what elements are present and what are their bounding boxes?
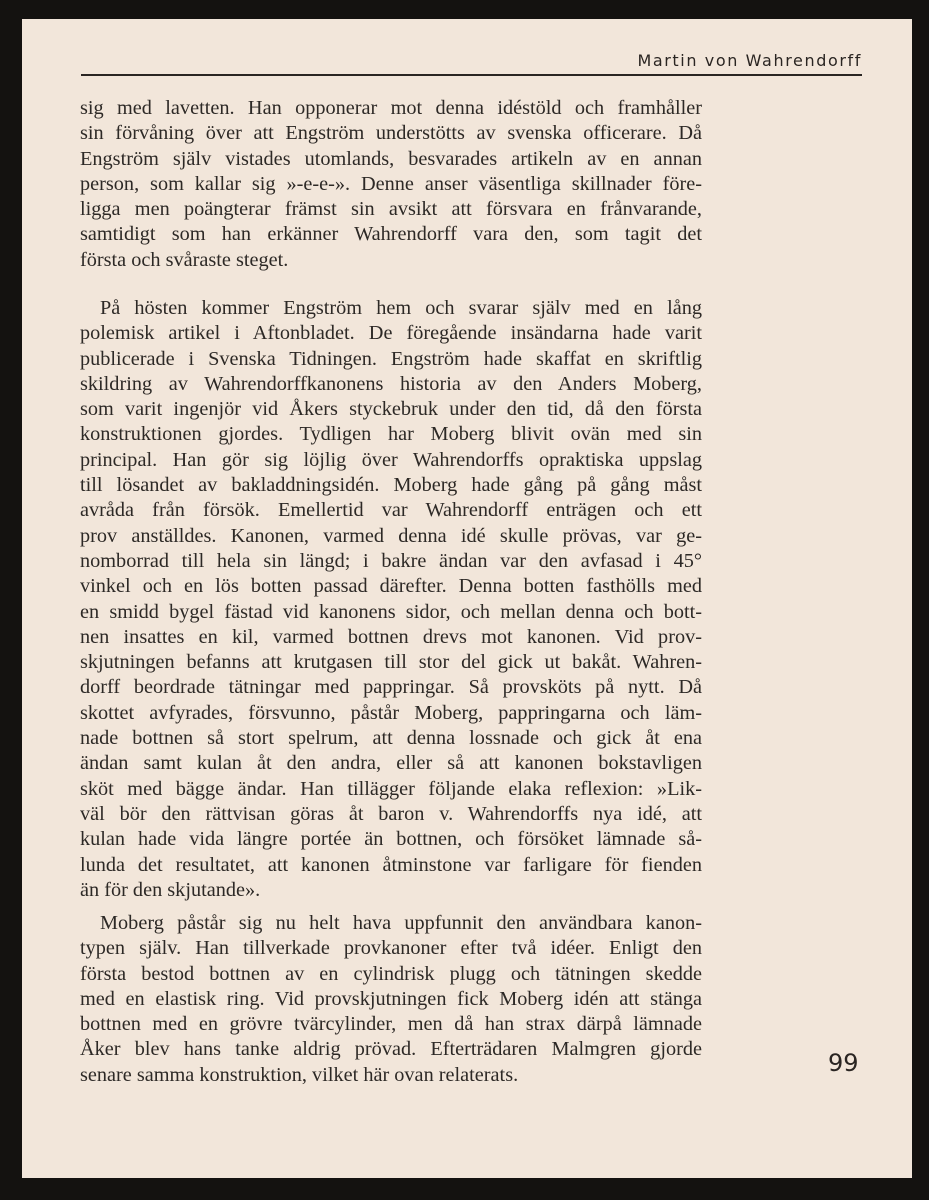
text-line: vinkel och en lös botten passad därefter. Denna botten fasthölls med	[80, 575, 702, 598]
text-line: konstruktionen gjordes. Tydligen har Moberg blivit ovän med sin	[80, 423, 702, 446]
text-line: skottet avfyrades, försvunno, påstår Moberg, pappringarna och läm-	[80, 701, 702, 724]
text-line: På hösten kommer Engström hem och svarar själv med en lång	[100, 297, 702, 319]
paragraph-3	[80, 911, 702, 1088]
text-line: till lösandet av bakladdningsidén. Moberg hade gång på gång måst	[80, 474, 702, 497]
paragraph-1	[80, 96, 702, 273]
text-line: dorff beordrade tätningar med pappringar. Så provsköts på nytt. Då	[80, 676, 702, 699]
text-line: nen insattes en kil, varmed bottnen drevs mot kanonen. Vid prov-	[80, 625, 702, 648]
running-header: Martin von Wahrendorff	[637, 51, 862, 70]
text-line: första bestod bottnen av en cylindrisk plugg och tätningen skedde	[80, 962, 702, 985]
text-line: kulan hade vida längre portée än bottnen, och försöket lämnade så-	[80, 828, 702, 851]
paragraph-2	[80, 296, 702, 903]
text-line: publicerade i Svenska Tidningen. Engström hade skaffat en skriftlig	[80, 347, 702, 370]
text-line: principal. Han gör sig löjlig över Wahrendorffs opraktiska uppslag	[80, 448, 702, 471]
text-line: sig med lavetten. Han opponerar mot denna idéstöld och framhåller	[80, 97, 702, 119]
text-line: skildring av Wahrendorffkanonens historia av den Anders Moberg,	[80, 372, 702, 395]
text-line: avråda från försök. Emellertid var Wahrendorff enträgen och ett	[80, 499, 702, 522]
text-line: Moberg påstår sig nu helt hava uppfunnit den användbara kanon-	[100, 912, 702, 934]
text-line: sin förvåning över att Engström understötts av svenska officerare. Då	[80, 122, 702, 145]
text-line: väl bör den rättvisan göras åt baron v. Wahrendorffs nya idé, att	[80, 802, 702, 825]
text-line: nomborrad till hela sin längd; i bakre ändan var den avfasad i 45°	[80, 549, 702, 572]
text-line: ligga men poängterar främst sin avsikt att försvara en frånvarande,	[80, 198, 702, 221]
text-line: skjutningen befanns att krutgasen till stor del gick ut bakåt. Wahren-	[80, 651, 702, 674]
text-line: Engström själv vistades utomlands, besvarades artikeln av en annan	[80, 147, 702, 170]
text-line: ändan samt kulan åt den andra, eller så att kanonen bokstavligen	[80, 752, 702, 775]
text-line: lunda det resultatet, att kanonen åtminstone var farligare för fienden	[80, 853, 702, 876]
text-line: sköt med bägge ändar. Han tillägger följande elaka reflexion: »Lik-	[80, 777, 702, 800]
text-line: med en elastisk ring. Vid provskjutningen fick Moberg idén att stänga	[80, 987, 702, 1010]
text-line: nade bottnen så stort spelrum, att denna lossnade och gick åt ena	[80, 727, 702, 750]
text-line: person, som kallar sig »-e-e-». Denne anser väsentliga skillnader före-	[80, 172, 702, 195]
text-line: som varit ingenjör vid Åkers styckebruk under den tid, då den första	[80, 398, 702, 421]
text-line: en smidd bygel fästad vid kanonens sidor, och mellan denna och bott-	[80, 600, 702, 623]
text-line: bottnen med en grövre tvärcylinder, men då han strax därpå lämnade	[80, 1013, 702, 1036]
text-line: första och svåraste steget.	[80, 248, 289, 271]
text-line: prov anställdes. Kanonen, varmed denna idé skulle prövas, var ge-	[80, 524, 702, 547]
text-line: än för den skjutande».	[80, 878, 261, 901]
text-line: Åker blev hans tanke aldrig prövad. Efterträdaren Malmgren gjorde	[80, 1038, 702, 1061]
text-line: samtidigt som han erkänner Wahrendorff vara den, som tagit det	[80, 223, 702, 246]
text-line: senare samma konstruktion, vilket här ovan relaterats.	[80, 1063, 519, 1086]
text-line: typen själv. Han tillverkade provkanoner efter två idéer. Enligt den	[80, 937, 702, 960]
header-rule	[81, 74, 862, 76]
page	[22, 19, 912, 1178]
text-line: polemisk artikel i Aftonbladet. De föregående insändarna hade varit	[80, 322, 702, 345]
page-number: 99	[828, 1049, 859, 1077]
